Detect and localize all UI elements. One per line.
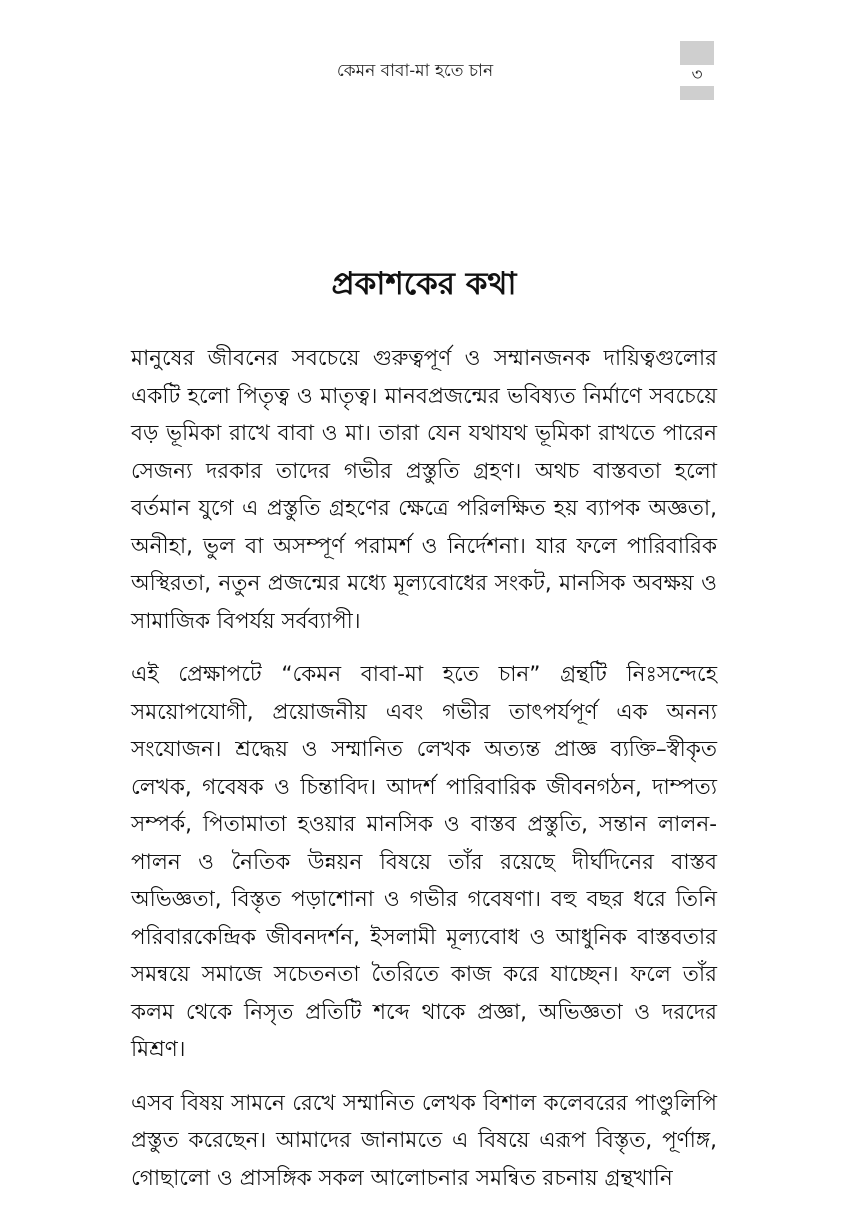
page-number: ৩ bbox=[691, 65, 703, 85]
paragraph-3: এসব বিষয় সামনে রেখে সম্মানিত লেখক বিশাল কলেবরের পাণ্ডুলিপি প্রস্তুত করেছেন। আমাদের জানামতে এ বিষয়ে এরূপ বিস্তৃত, পূর্ণাঙ্গ, গোছালো ও প্রাসঙ্গিক সকল আলোচনার সমন্বিত রচনায় গ্রন্থখানি bbox=[131, 1090, 717, 1191]
page-tab-top bbox=[680, 41, 714, 65]
body-text bbox=[131, 340, 717, 1213]
paragraph-2: এই প্রেক্ষাপটে “কেমন বাবা-মা হতে চান” গ্রন্থটি নিঃসন্দেহে সময়োপযোগী, প্রয়োজনীয় এবং গভীর তাৎপর্যপূর্ণ এক অনন্য সংযোজন। শ্রদ্ধেয় ও সম্মানিত লেখক অত্যন্ত প্রাজ্ঞ ব্যক্তি–স্বীকৃত লেখক, গবেষক ও চিন্তাবিদ। আদর্শ পারিবারিক জীবনগঠন, দাম্পত্য সম্পর্ক, পিতামাতা হওয়ার মানসিক ও বাস্তব প্রস্তুতি, সন্তান লালন-পালন ও নৈতিক উন্নয়ন বিষয়ে তাঁর রয়েছে দীর্ঘদিনের বাস্তব অভিজ্ঞতা, বিস্তৃত পড়াশোনা ও গভীর গবেষণা। বহু বছর ধরে তিনি পরিবারকেন্দ্রিক জীবনদর্শন, ইসলামী মূল্যবোধ ও আধুনিক বাস্তবতার সমন্বয়ে সমাজে সচেতনতা তৈরিতে কাজ করে যাচ্ছেন। ফলে তাঁর কলম থেকে নিসৃত প্রতিটি শব্দে থাকে প্রজ্ঞা, অভিজ্ঞতা ও দরদের মিশ্রণ। bbox=[131, 662, 717, 1062]
page-title: প্রকাশকের কথা bbox=[331, 266, 517, 302]
paragraph-1: মানুষের জীবনের সবচেয়ে গুরুত্বপূর্ণ ও সম্মানজনক দায়িত্বগুলোর একটি হলো পিতৃত্ব ও মাতৃত্ব। মানবপ্রজন্মের ভবিষ্যত নির্মাণে সবচেয়ে বড় ভূমিকা রাখে বাবা ও মা। তারা যেন যথাযথ ভূমিকা রাখতে পারেন সেজন্য দরকার তাদের গভীর প্রস্তুতি গ্রহণ। অথচ বাস্তবতা হলো বর্তমান যুগে এ প্রস্তুতি গ্রহণের ক্ষেত্রে পরিলক্ষিত হয় ব্যাপক অজ্ঞতা, অনীহা, ভুল বা অসম্পূর্ণ পরামর্শ ও নির্দেশনা। যার ফলে পারিবারিক অস্থিরতা, নতুন প্রজন্মের মধ্যে মূল্যবোধের সংকট, মানসিক অবক্ষয় ও সামাজিক বিপর্যয় সর্বব্যাপী। bbox=[131, 346, 717, 634]
running-header-title: কেমন বাবা-মা হতে চান bbox=[336, 61, 494, 81]
page-tab-bottom bbox=[680, 86, 714, 100]
